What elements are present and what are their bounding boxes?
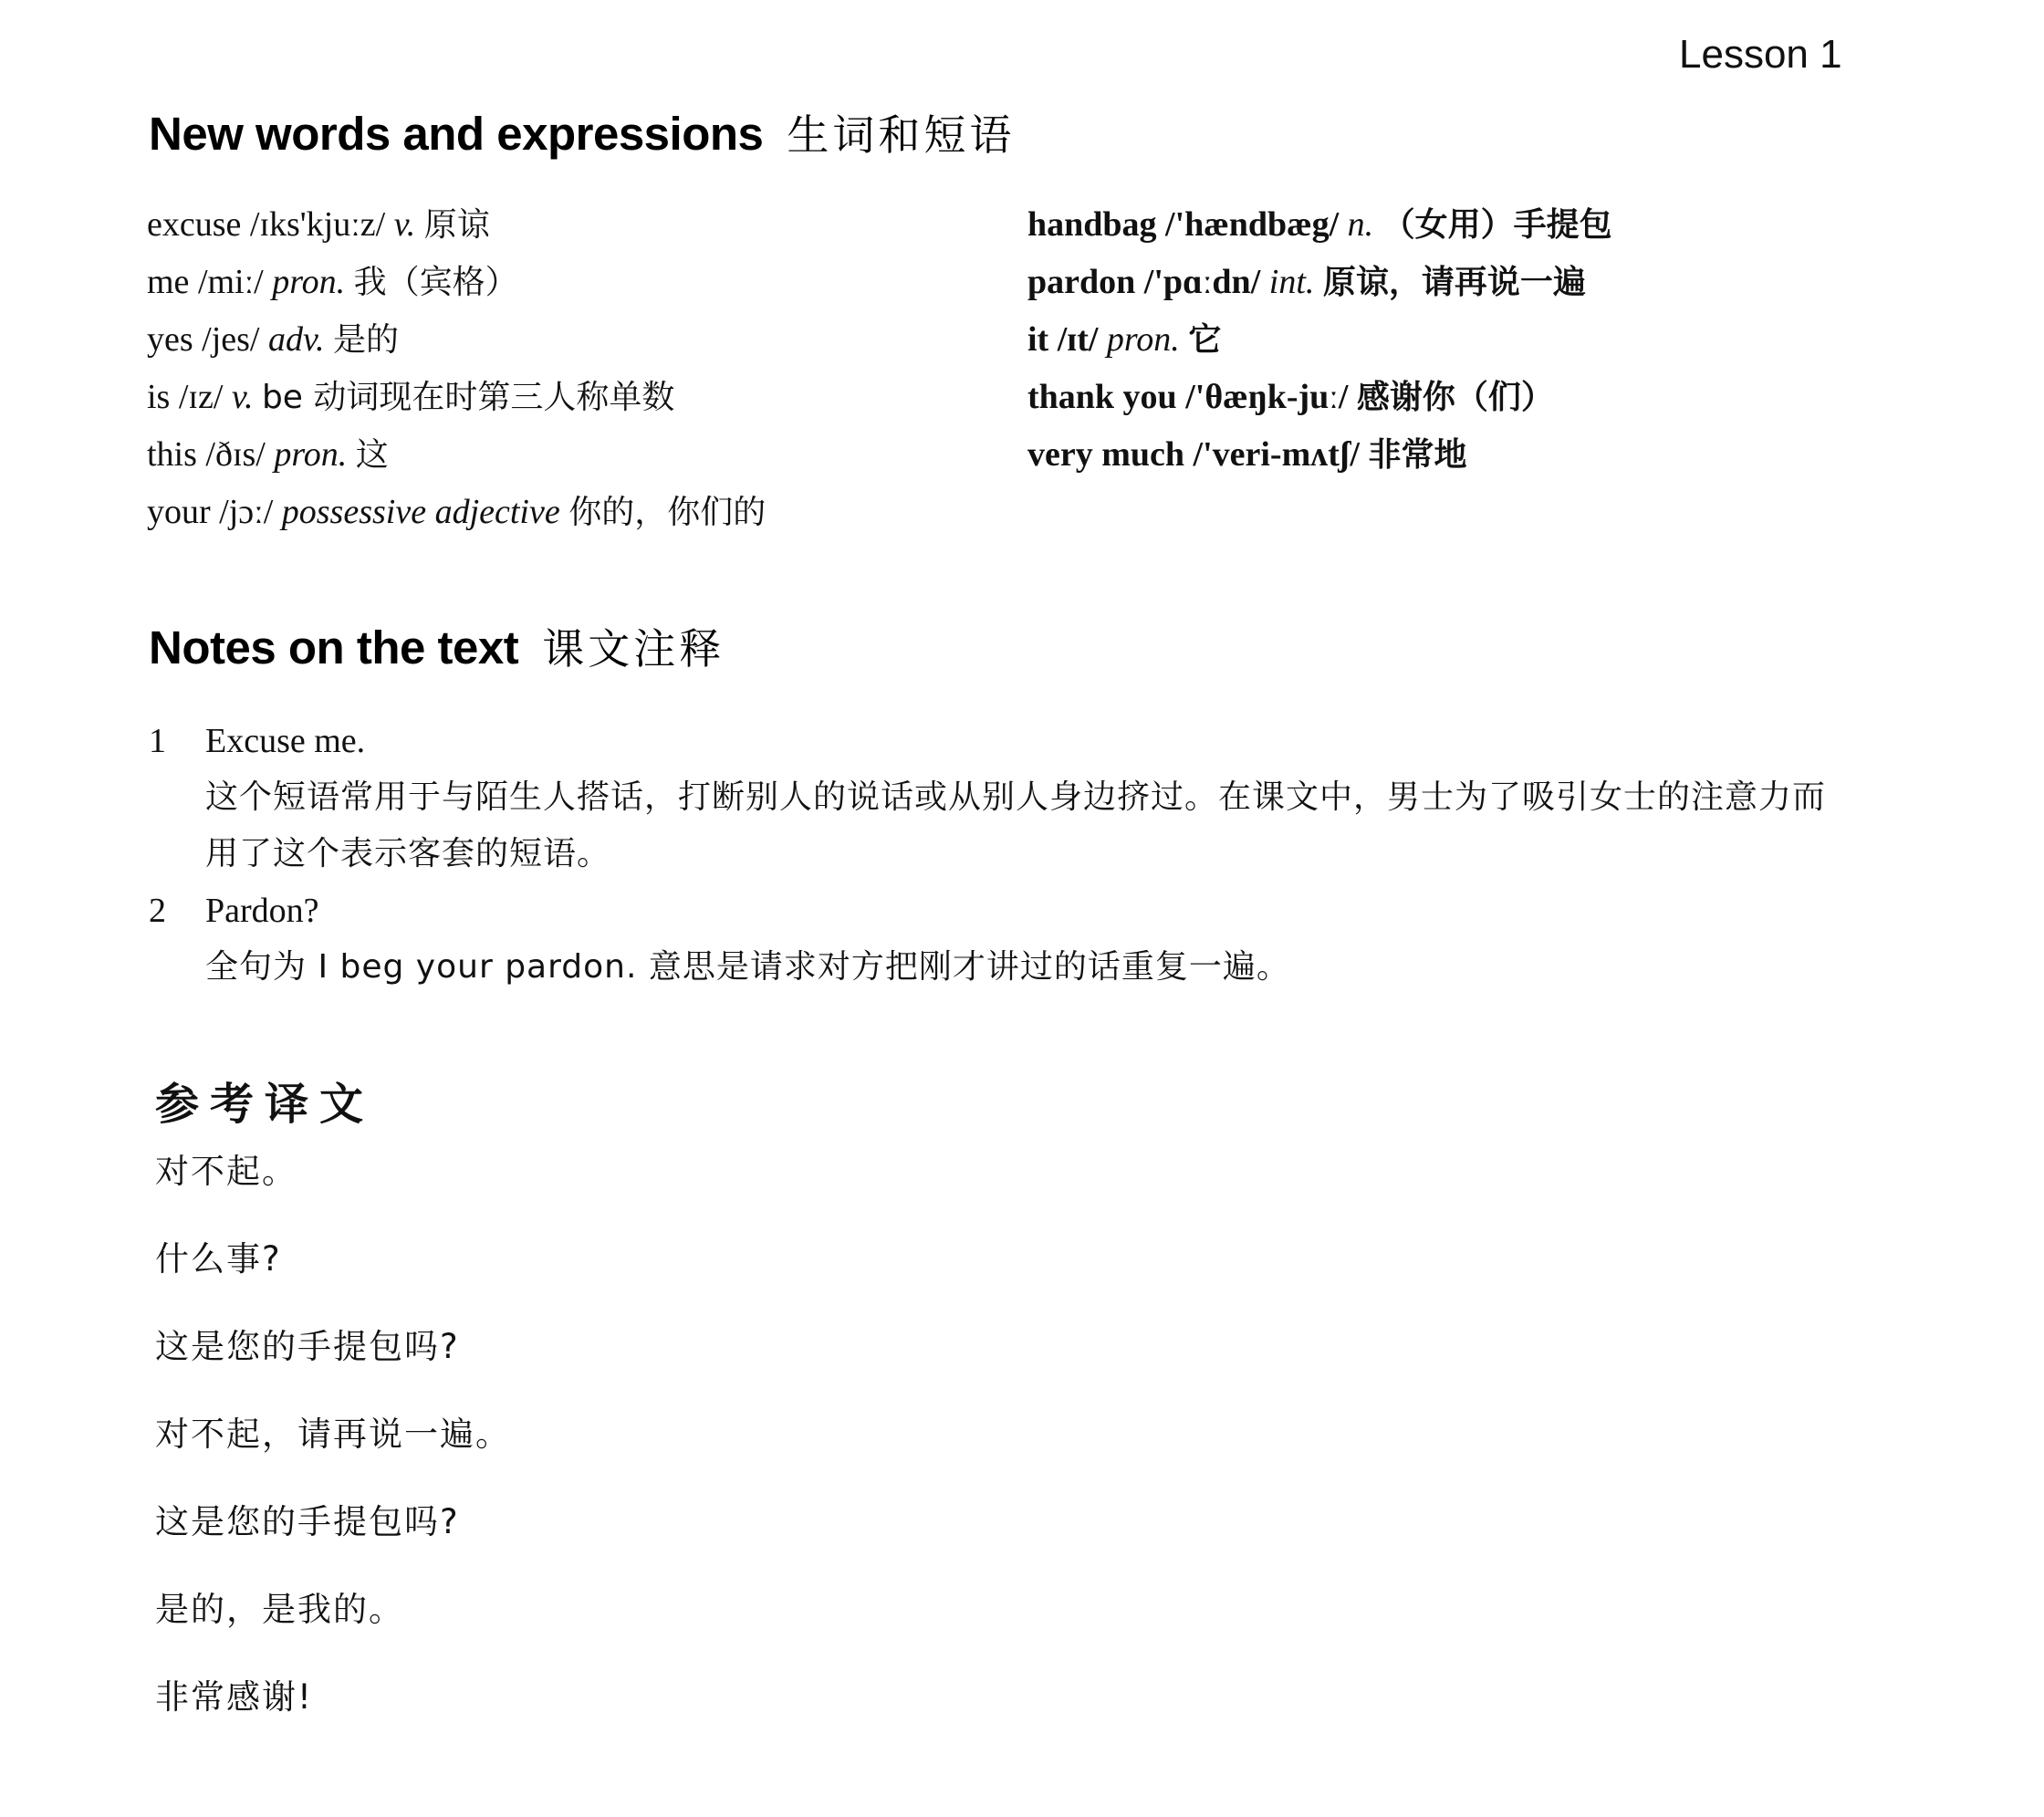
vocab-phonetic: /'hændbæg/ bbox=[1165, 205, 1340, 244]
note-body: 这个短语常用于与陌生人搭话，打断别人的说话或从别人身边挤过。在课文中，男士为了吸引女士的注意力而用了这个表示客套的短语。 bbox=[205, 778, 1827, 872]
vocab-meaning: 非常地 bbox=[1368, 436, 1467, 474]
translation-line: 这是您的手提包吗? bbox=[155, 1327, 460, 1366]
vocab-meaning: 原谅，请再说一遍 bbox=[1322, 264, 1586, 301]
vocab-meaning: 它 bbox=[1188, 321, 1222, 359]
notes-heading-en: Notes on the text bbox=[149, 621, 519, 674]
vocab-phonetic: /'θæŋk-juː/ bbox=[1185, 378, 1349, 416]
vocab-item bbox=[147, 369, 1005, 426]
vocab-meaning: be 动词现在时第三人称单数 bbox=[261, 379, 675, 416]
vocab-pos: pron. bbox=[272, 263, 346, 301]
vocab-phonetic: /miː/ bbox=[197, 263, 264, 301]
vocab-list-right bbox=[1027, 196, 1922, 484]
note-item bbox=[147, 882, 1881, 996]
vocab-phonetic: /jɔː/ bbox=[219, 493, 274, 531]
vocab-word: pardon bbox=[1027, 263, 1136, 301]
note-title: Pardon? bbox=[205, 892, 319, 930]
vocab-phonetic: /ɪz/ bbox=[178, 378, 224, 416]
vocab-word: this bbox=[147, 435, 197, 474]
vocab-pos: possessive adjective bbox=[281, 493, 560, 531]
vocab-item bbox=[1027, 426, 1922, 484]
vocab-item bbox=[147, 311, 1005, 369]
vocab-meaning: 原谅 bbox=[423, 206, 490, 244]
vocab-meaning: （女用）手提包 bbox=[1382, 206, 1612, 244]
translation-line: 对不起，请再说一遍。 bbox=[155, 1415, 511, 1454]
vocab-phonetic: /'veri-mʌtʃ/ bbox=[1193, 435, 1360, 474]
new-words-heading-en: New words and expressions bbox=[149, 108, 764, 160]
vocab-phonetic: /'pɑːdn/ bbox=[1143, 263, 1261, 301]
vocab-phonetic: /jes/ bbox=[202, 320, 260, 359]
lesson-label: Lesson 1 bbox=[1679, 32, 1842, 77]
translation-line: 这是您的手提包吗? bbox=[155, 1502, 460, 1541]
vocab-item bbox=[147, 426, 1005, 484]
vocab-item bbox=[1027, 196, 1922, 254]
vocab-item bbox=[147, 254, 1005, 311]
translation-lines bbox=[155, 1148, 1250, 1761]
note-title: Excuse me. bbox=[205, 722, 366, 760]
new-words-heading-zh: 生词和短语 bbox=[787, 110, 1016, 160]
note-body: 全句为 I beg your pardon. 意思是请求对方把刚才讲过的话重复一遍。 bbox=[205, 948, 1290, 986]
notes-list bbox=[147, 713, 1881, 996]
vocab-word: very much bbox=[1027, 435, 1185, 474]
translation-title: 参考译文 bbox=[155, 1079, 375, 1130]
vocab-meaning: 你的，你们的 bbox=[568, 494, 766, 531]
notes-heading-zh: 课文注释 bbox=[542, 624, 725, 674]
vocab-phonetic: /ðɪs/ bbox=[205, 435, 266, 474]
notes-heading bbox=[149, 616, 725, 681]
vocab-item bbox=[1027, 254, 1922, 311]
vocab-item bbox=[1027, 369, 1922, 426]
vocab-word: handbag bbox=[1027, 205, 1157, 244]
translation-line: 对不起。 bbox=[155, 1152, 297, 1191]
vocab-pos: v. bbox=[231, 378, 254, 416]
note-item bbox=[147, 713, 1881, 882]
vocab-item bbox=[147, 484, 1005, 541]
vocab-item bbox=[1027, 311, 1922, 369]
vocab-pos: v. bbox=[393, 205, 416, 244]
vocab-meaning: 这 bbox=[355, 436, 389, 474]
vocab-meaning: 我（宾格） bbox=[353, 264, 518, 301]
vocab-word: me bbox=[147, 263, 190, 301]
note-number: 2 bbox=[149, 892, 166, 930]
vocab-word: excuse bbox=[147, 205, 242, 244]
vocab-word: your bbox=[147, 493, 211, 531]
translation-line: 是的，是我的。 bbox=[155, 1590, 404, 1629]
vocab-meaning: 感谢你（们） bbox=[1356, 379, 1554, 416]
vocab-phonetic: /ɪks'kjuːz/ bbox=[249, 205, 386, 244]
note-number: 1 bbox=[149, 722, 166, 760]
translation-line: 非常感谢! bbox=[155, 1677, 313, 1717]
vocab-pos: pron. bbox=[274, 435, 348, 474]
vocab-word: it bbox=[1027, 320, 1049, 359]
reference-translation bbox=[155, 1068, 1250, 1761]
vocab-pos: n. bbox=[1347, 205, 1374, 244]
new-words-heading bbox=[149, 102, 1015, 167]
vocab-meaning: 是的 bbox=[333, 321, 400, 359]
vocab-word: is bbox=[147, 378, 171, 416]
vocab-word: thank you bbox=[1027, 378, 1177, 416]
vocab-pos: pron. bbox=[1106, 320, 1180, 359]
vocab-word: yes bbox=[147, 320, 193, 359]
vocab-phonetic: /ɪt/ bbox=[1057, 320, 1099, 359]
vocab-list-left bbox=[147, 196, 1005, 541]
vocab-pos: int. bbox=[1268, 263, 1315, 301]
vocab-item bbox=[147, 196, 1005, 254]
vocab-pos: adv. bbox=[267, 320, 325, 359]
translation-line: 什么事? bbox=[155, 1239, 282, 1279]
